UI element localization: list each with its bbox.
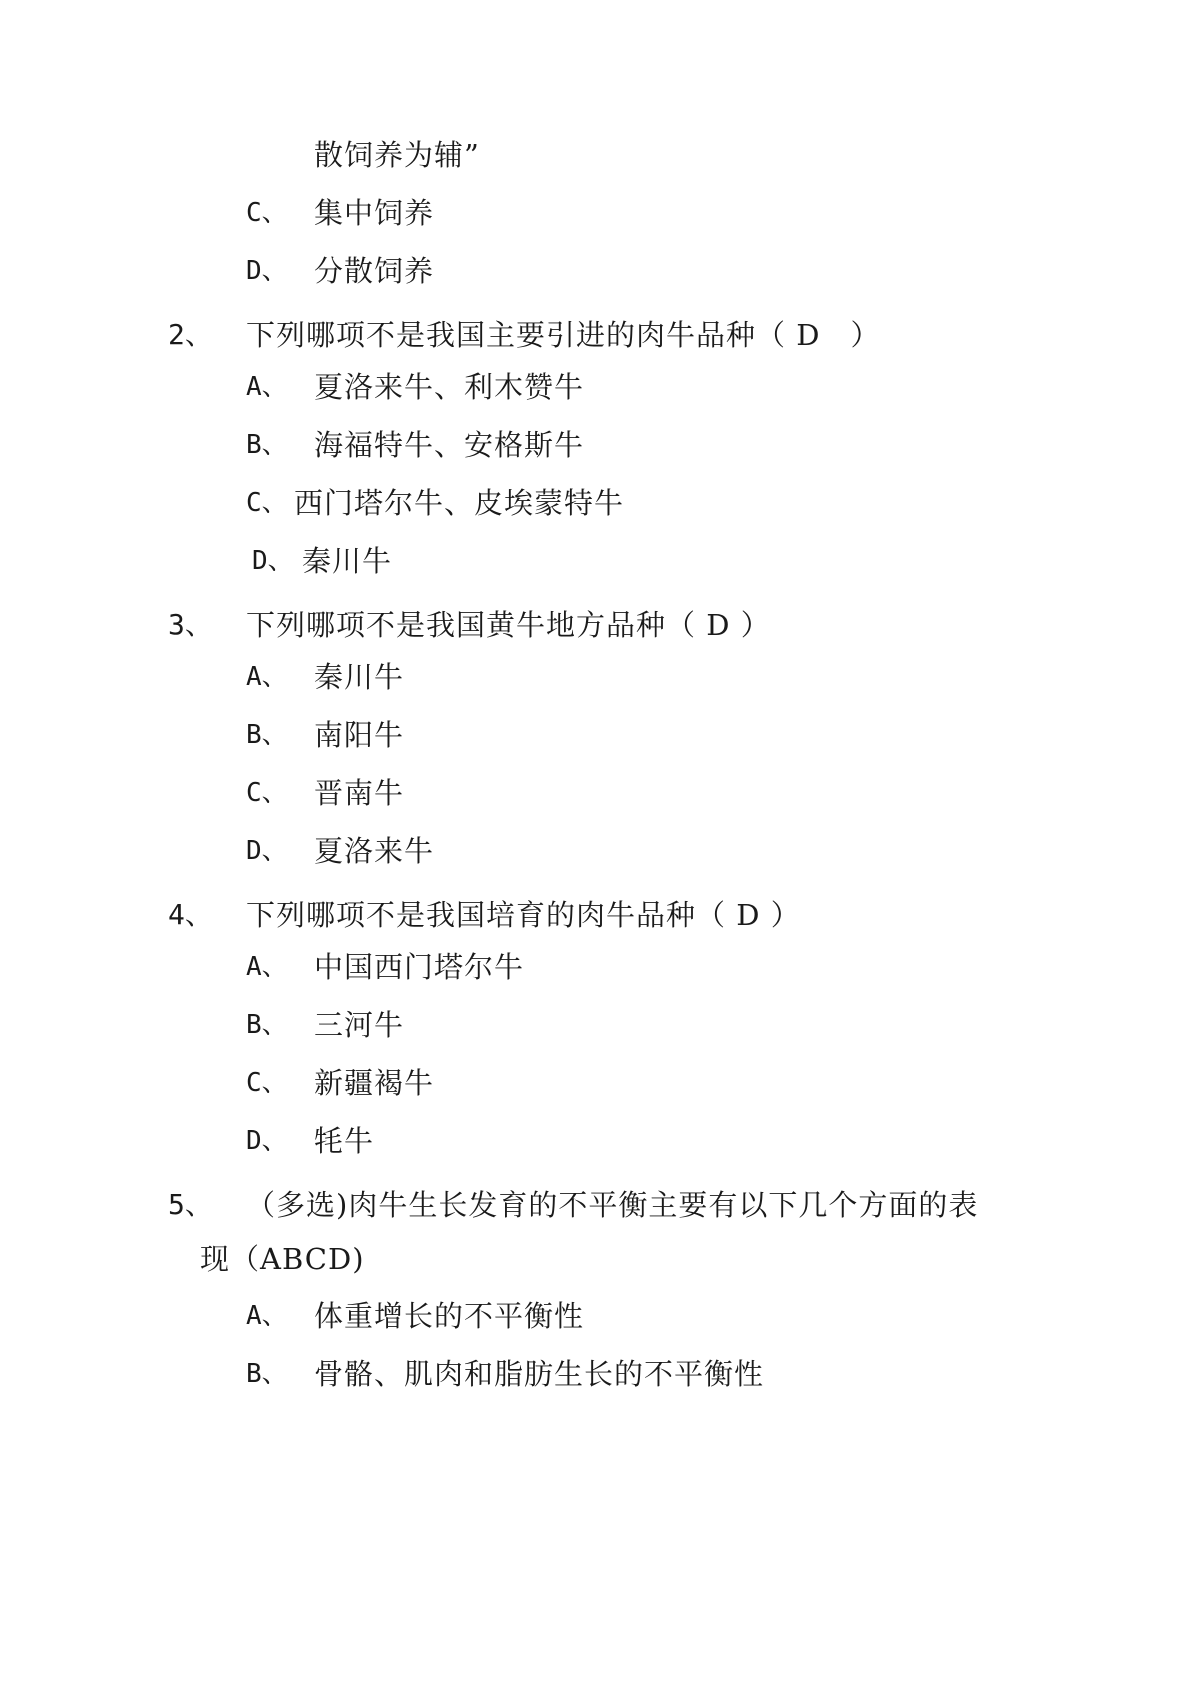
option-letter: D、 bbox=[246, 836, 288, 866]
option-letter: B、 bbox=[246, 1010, 288, 1040]
option-text: 中国西门塔尔牛 bbox=[314, 950, 525, 984]
option-text: 新疆褐牛 bbox=[314, 1066, 435, 1100]
continuation-text: 散饲养为辅” bbox=[314, 138, 480, 172]
option-text: 牦牛 bbox=[314, 1124, 375, 1158]
option-letter: D、 bbox=[246, 1126, 288, 1156]
option-letter: A、 bbox=[246, 952, 288, 982]
question-number: 4、 bbox=[168, 898, 213, 931]
question-number: 2、 bbox=[168, 318, 213, 351]
option-text: 南阳牛 bbox=[314, 718, 405, 752]
option-letter: A、 bbox=[246, 1301, 288, 1331]
option-text: 海福特牛、安格斯牛 bbox=[314, 428, 585, 462]
option-letter: C、 bbox=[246, 488, 288, 518]
option-letter: D、 bbox=[246, 256, 288, 286]
option-letter: B、 bbox=[246, 1359, 288, 1389]
question-stem: 下列哪项不是我国黄牛地方品种（ D ） bbox=[246, 608, 771, 642]
option-letter: C、 bbox=[246, 198, 288, 228]
option-letter: C、 bbox=[246, 778, 288, 808]
option-text: 分散饲养 bbox=[314, 254, 435, 288]
option-text: 西门塔尔牛、皮埃蒙特牛 bbox=[294, 486, 625, 520]
option-letter: C、 bbox=[246, 1068, 288, 1098]
option-text: 晋南牛 bbox=[314, 776, 405, 810]
option-text: 三河牛 bbox=[314, 1008, 405, 1042]
option-letter: A、 bbox=[246, 372, 288, 402]
option-text: 集中饲养 bbox=[314, 196, 435, 230]
question-stem: 下列哪项不是我国主要引进的肉牛品种（ D ） bbox=[246, 318, 881, 352]
option-text: 夏洛来牛 bbox=[314, 834, 435, 868]
option-letter: B、 bbox=[246, 720, 288, 750]
option-letter: D、 bbox=[252, 546, 294, 576]
option-letter: B、 bbox=[246, 430, 288, 460]
question-stem: （多选)肉牛生长发育的不平衡主要有以下几个方面的表 bbox=[246, 1188, 979, 1222]
question-number: 5、 bbox=[168, 1188, 213, 1221]
question-number: 3、 bbox=[168, 608, 213, 641]
option-text: 秦川牛 bbox=[314, 660, 405, 694]
option-letter: A、 bbox=[246, 662, 288, 692]
question-stem-continued: 现（ABCD) bbox=[200, 1242, 365, 1276]
question-stem: 下列哪项不是我国培育的肉牛品种（ D ） bbox=[246, 898, 801, 932]
option-text: 体重增长的不平衡性 bbox=[314, 1299, 585, 1333]
option-text: 骨骼、肌肉和脂肪生长的不平衡性 bbox=[314, 1357, 765, 1391]
option-text: 夏洛来牛、利木赞牛 bbox=[314, 370, 585, 404]
option-text: 秦川牛 bbox=[302, 544, 393, 578]
